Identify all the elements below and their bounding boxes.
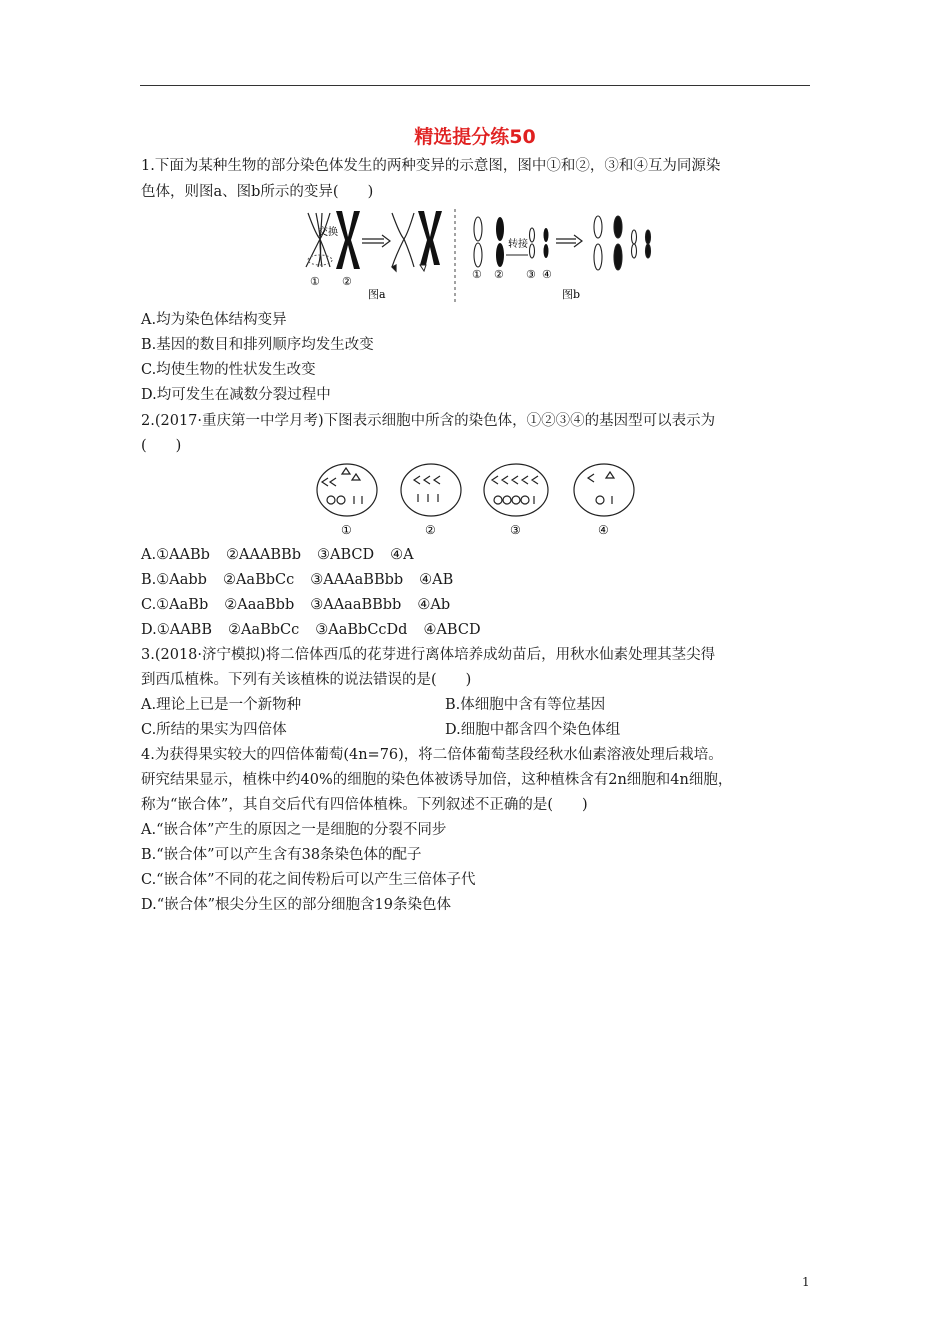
fig-b-arrow-icon [556,235,582,247]
fig-a-result-1 [392,213,414,271]
q3-option-c: C.所结的果实为四倍体 [141,722,287,738]
cell-label-1: ① [341,523,352,537]
q2-stem-line1: 2.(2017·重庆第一中学月考)下图表示细胞中所含的染色体，①②③④的基因型可以表示为 [141,413,716,429]
fig-b-chromosome-3 [530,228,535,258]
q1-stem-line1: 1.下面为某种生物的部分染色体发生的两种变异的示意图，图中①和②，③和④互为同源染 [141,158,721,174]
q1-figure [300,205,660,305]
q3-option-row-2 [141,720,621,740]
fig-a-chromosome-1 [306,213,330,267]
q1-option-b: B.基因的数目和排列顺序均发生改变 [141,337,374,353]
q4-stem-line2: 研究结果显示，植株中约40%的细胞的染色体被诱导加倍，这种植株含有2n细胞和4n细胞， [141,772,733,788]
q4-option-d: D.“嵌合体”根尖分生区的部分细胞含19条染色体 [141,897,451,913]
q2-figure [310,460,640,542]
q2-option-d: D.①AABB ②AaBbCc ③AaBbCcDd ④ABCD [141,622,481,638]
q2-option-a: A.①AABb ②AAABBb ③ABCD ④A [141,547,414,563]
q3-option-a: A.理论上已是一个新物种 [141,697,302,713]
q3-stem-line1: 3.(2018·济宁模拟)将二倍体西瓜的花芽进行离体培养成幼苗后，用秋水仙素处理其茎尖得 [141,647,716,663]
fig-b-result [594,216,651,270]
q1-option-a: A.均为染色体结构变异 [141,312,287,328]
page-number: 1 [802,1275,810,1289]
q2-option-b: B.①Aabb ②AaBbCc ③AAAaBBbb ④AB [141,572,454,588]
q1-option-c: C.均使生物的性状发生改变 [141,362,316,378]
cell-1 [317,464,377,516]
cell-3 [484,464,548,516]
q4-option-c: C.“嵌合体”不同的花之间传粉后可以产生三倍体子代 [141,872,476,888]
fig-a-arrow-icon [362,235,390,247]
cell-label-3: ③ [510,523,521,537]
fig-b-chromosome-2 [496,217,504,267]
fig-b-chromosome-4 [544,228,549,258]
q4-stem-line1: 4.为获得果实较大的四倍体葡萄(4n=76)，将二倍体葡萄茎段经秋水仙素溶液处理后栽培。 [141,747,723,763]
q3-option-b: B.体细胞中含有等位基因 [445,697,606,713]
q3-option-row-1 [141,695,606,715]
fig-b-transfer-label: 转接 [508,239,528,250]
q2-stem-line2: ( ) [141,438,182,454]
q1-option-d: D.均可发生在减数分裂过程中 [141,387,331,403]
q3-stem-line2: 到西瓜植株。下列有关该植株的说法错误的是( ) [141,672,472,688]
q1-stem-line2: 色体，则图a、图b所示的变异( ) [141,184,374,200]
fig-b-chromosome-1 [474,217,482,267]
q4-option-b: B.“嵌合体”可以产生含有38条染色体的配子 [141,847,422,863]
fig-a-exchange-label: 交换 [318,227,338,238]
q4-stem-line3: 称为“嵌合体”，其自交后代有四倍体植株。下列叙述不正确的是( ) [141,797,588,813]
fig-a-num-2: ② [342,275,352,288]
cell-2 [401,464,461,516]
fig-b-label: 图b [562,288,581,301]
fig-b-num-1: ① [472,268,482,281]
fig-a-label: 图a [368,288,386,301]
fig-a-chromosome-2 [336,211,360,269]
cell-label-4: ④ [598,523,609,537]
cell-4 [574,464,634,516]
fig-a-result-2 [418,211,442,271]
q2-option-c: C.①AaBb ②AaaBbb ③AAaaBBbb ④Ab [141,597,451,613]
fig-a-num-1: ① [310,275,320,288]
fig-b-num-3: ③ [526,268,536,281]
fig-b-num-4: ④ [542,268,552,281]
cell-label-2: ② [425,523,436,537]
header-rule [140,85,810,86]
q4-option-a: A.“嵌合体”产生的原因之一是细胞的分裂不同步 [141,822,447,838]
fig-b-num-2: ② [494,268,504,281]
page-title: 精选提分练50 [414,126,536,148]
q3-option-d: D.细胞中都含四个染色体组 [445,722,621,738]
